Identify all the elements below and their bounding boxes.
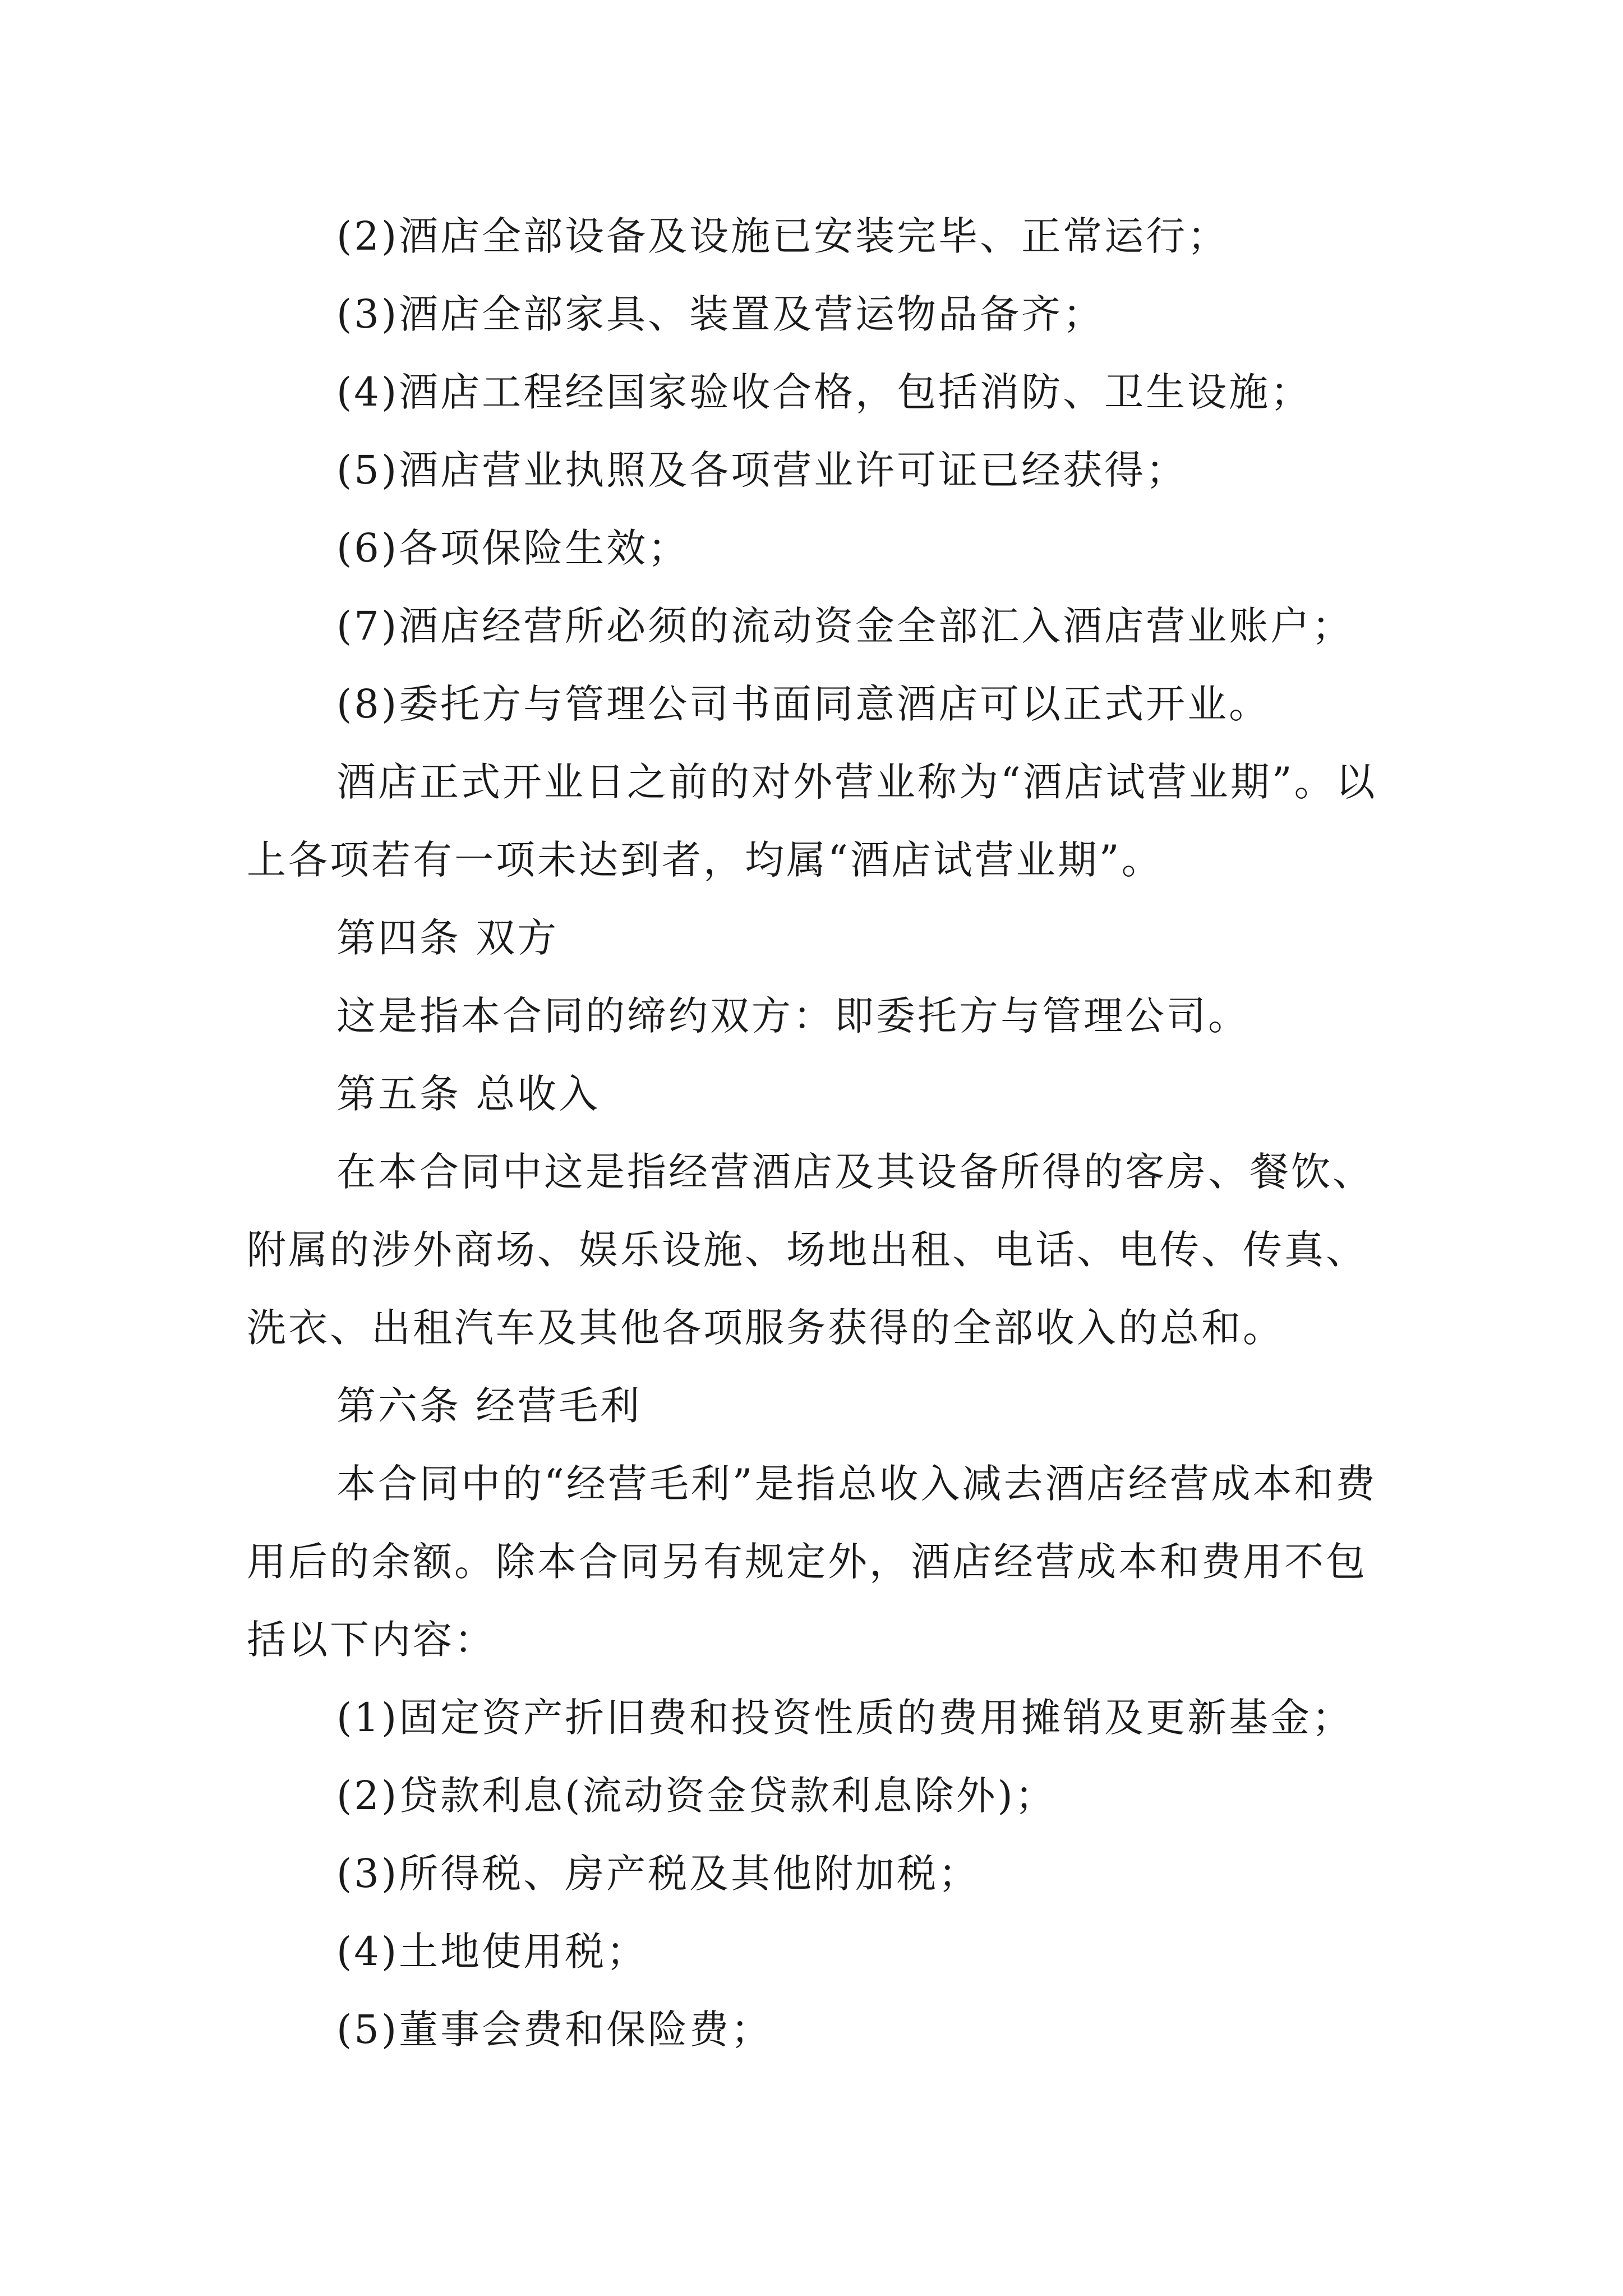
list-item: (4)土地使用税； xyxy=(336,1929,648,1975)
list-item: (2)酒店全部设备及设施已安装完毕、正常运行； xyxy=(336,213,1229,259)
paragraph: 酒店正式开业日之前的对外营业称为“酒店试营业期”。以上各项若有一项未达到者，均属“酒店试营业期”。 xyxy=(247,759,1377,883)
list-item: (5)酒店营业执照及各项营业许可证已经获得； xyxy=(336,447,1188,493)
list-item: (2)贷款利息(流动资金贷款利息除外)； xyxy=(336,1773,1057,1819)
list-item: (5)董事会费和保险费； xyxy=(336,2007,773,2053)
list-item: (3)酒店全部家具、装置及营运物品备齐； xyxy=(336,291,1105,337)
list-item: (7)酒店经营所必须的流动资金全部汇入酒店营业账户； xyxy=(336,603,1354,649)
document-body xyxy=(247,197,1391,2069)
paragraph: 本合同中的“经营毛利”是指总收入减去酒店经营成本和费用后的余额。除本合同另有规定外，酒店经营成本和费用不包括以下内容： xyxy=(247,1461,1377,1663)
paragraph: 在本合同中这是指经营酒店及其设备所得的客房、餐饮、附属的涉外商场、娱乐设施、场地出租、电话、电传、传真、洗衣、出租汽车及其他各项服务获得的全部收入的总和。 xyxy=(247,1149,1374,1351)
article-heading: 第四条 双方 xyxy=(336,915,559,961)
list-item: (4)酒店工程经国家验收合格，包括消防、卫生设施； xyxy=(336,369,1312,415)
paragraph: 这是指本合同的缔约双方：即委托方与管理公司。 xyxy=(336,993,1249,1039)
article-heading: 第六条 经营毛利 xyxy=(336,1383,642,1429)
list-item: (8)委托方与管理公司书面同意酒店可以正式开业。 xyxy=(336,681,1271,727)
list-item: (1)固定资产折旧费和投资性质的费用摊销及更新基金； xyxy=(336,1695,1354,1741)
list-item: (6)各项保险生效； xyxy=(336,525,690,571)
list-item: (3)所得税、房产税及其他附加税； xyxy=(336,1851,980,1897)
article-heading: 第五条 总收入 xyxy=(336,1071,601,1117)
